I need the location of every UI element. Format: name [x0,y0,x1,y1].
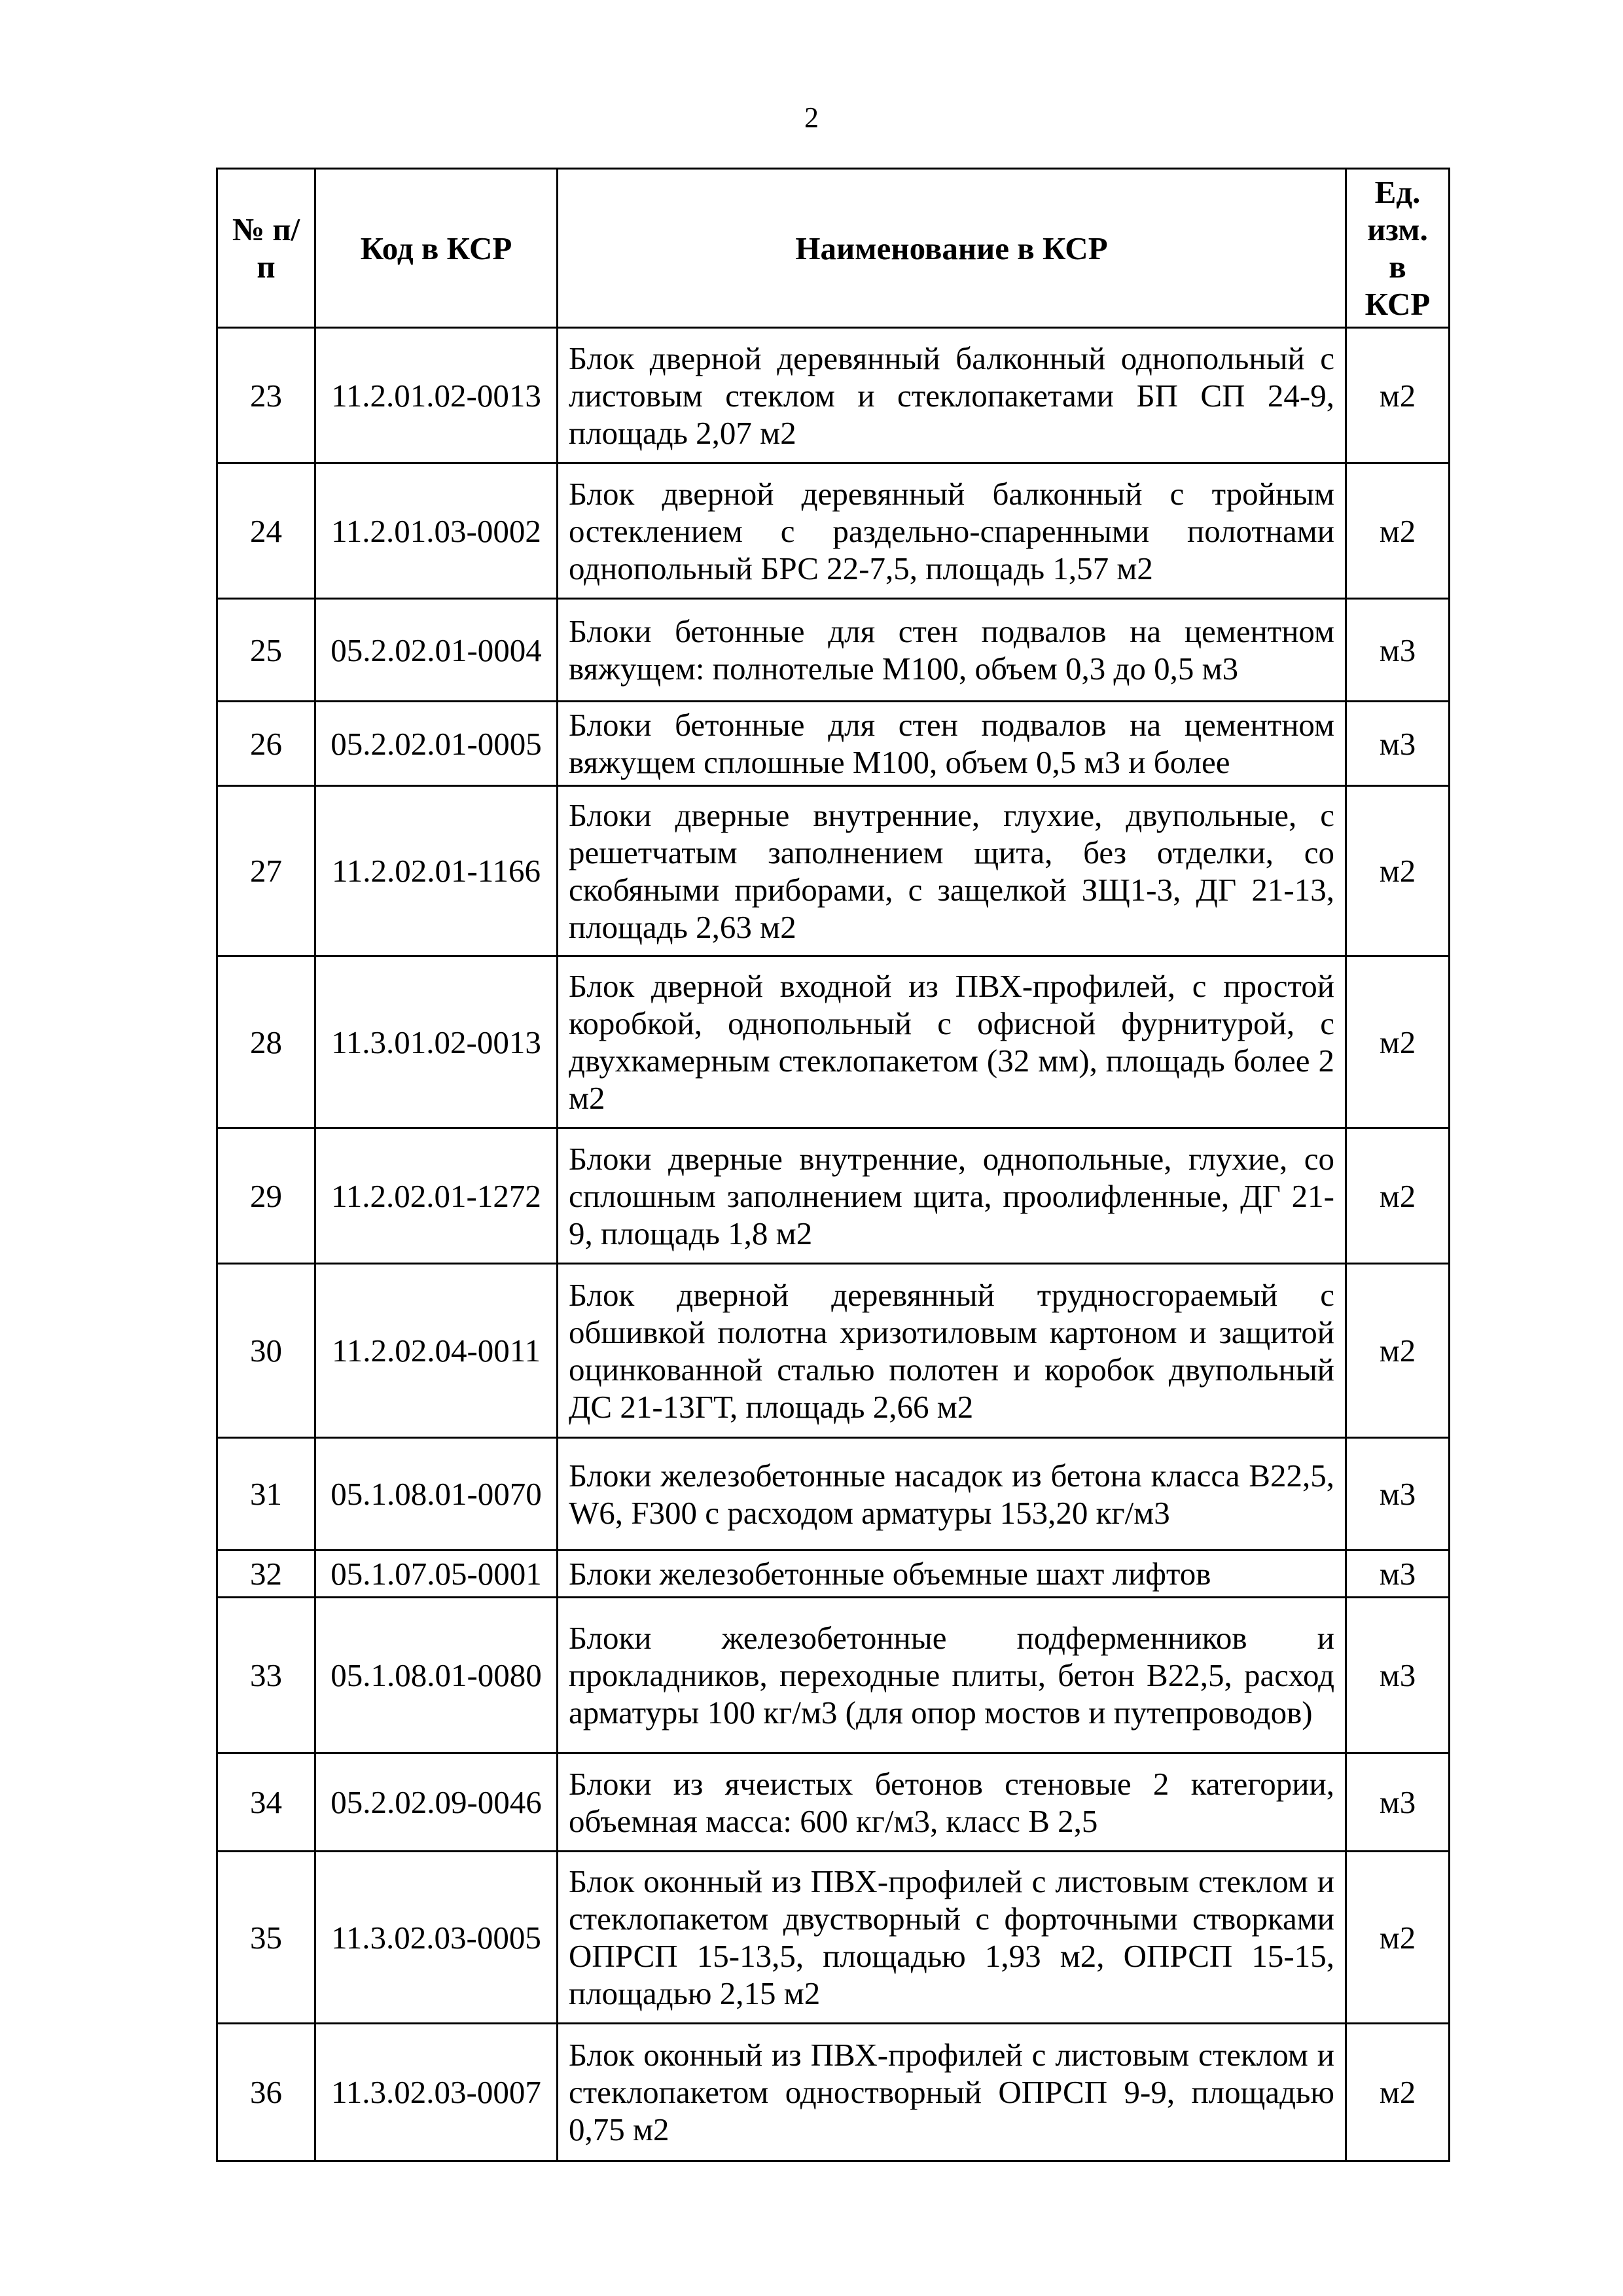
header-num: № п/п [217,169,315,328]
row-unit: м2 [1346,1128,1450,1264]
row-name: Блоки дверные внутренние, глухие, двупольные, с решетчатым заполнением щита, без отделки, со скобяными приборами, с защелкой ЗЩ1-3, ДГ 21-13, площадь 2,63 м2 [558,786,1346,956]
row-unit: м2 [1346,2024,1450,2161]
row-name: Блоки бетонные для стен подвалов на цементном вяжущем: полнотелые М100, объем 0,3 до 0,5 м3 [558,599,1346,702]
row-code: 05.2.02.01-0005 [315,702,558,786]
row-num: 31 [217,1438,315,1551]
row-name: Блок оконный из ПВХ-профилей с листовым стеклом и стеклопакетом одностворный ОПРСП 9-9, площадью 0,75 м2 [558,2024,1346,2161]
table-row [217,1128,1450,1264]
row-code: 05.2.02.09-0046 [315,1753,558,1852]
table-row [217,1753,1450,1852]
row-num: 33 [217,1598,315,1753]
row-name: Блоки бетонные для стен подвалов на цементном вяжущем сплошные М100, объем 0,5 м3 и более [558,702,1346,786]
table-row [217,1551,1450,1598]
row-name: Блоки из ячеистых бетонов стеновые 2 категории, объемная масса: 600 кг/м3, класс В 2,5 [558,1753,1346,1852]
table-row [217,463,1450,599]
table-row [217,702,1450,786]
row-code: 11.3.02.03-0007 [315,2024,558,2161]
row-unit: м2 [1346,1852,1450,2024]
row-unit: м3 [1346,1551,1450,1598]
row-name: Блоки железобетонные подферменников и прокладников, переходные плиты, бетон В22,5, расход арматуры 100 кг/м3 (для опор мостов и путепроводов) [558,1598,1346,1753]
row-unit: м2 [1346,328,1450,463]
row-num: 32 [217,1551,315,1598]
row-unit: м3 [1346,1438,1450,1551]
row-unit: м3 [1346,599,1450,702]
row-code: 11.3.02.03-0005 [315,1852,558,2024]
row-name: Блок дверной входной из ПВХ-профилей, с простой коробкой, однопольный с офисной фурнитурой, с двухкамерным стеклопакетом (32 мм), площадь более 2 м2 [558,956,1346,1128]
row-num: 35 [217,1852,315,2024]
table-row [217,1852,1450,2024]
table-row [217,2024,1450,2161]
table-row [217,599,1450,702]
row-unit: м2 [1346,956,1450,1128]
row-unit: м2 [1346,463,1450,599]
row-num: 29 [217,1128,315,1264]
row-num: 34 [217,1753,315,1852]
row-name: Блок дверной деревянный трудносгораемый с обшивкой полотна хризотиловым картоном и защитой оцинкованной сталью полотен и коробок двупольный ДС 21-13ГТ, площадь 2,66 м2 [558,1264,1346,1438]
table-row [217,328,1450,463]
row-code: 05.1.08.01-0070 [315,1438,558,1551]
row-num: 36 [217,2024,315,2161]
row-num: 27 [217,786,315,956]
row-unit: м2 [1346,786,1450,956]
row-unit: м2 [1346,1264,1450,1438]
header-code: Код в КСР [315,169,558,328]
header-unit: Ед. изм. в КСР [1346,169,1450,328]
row-code: 05.1.08.01-0080 [315,1598,558,1753]
header-name: Наименование в КСР [558,169,1346,328]
row-code: 05.2.02.01-0004 [315,599,558,702]
row-name: Блоки железобетонные насадок из бетона класса В22,5, W6, F300 с расходом арматуры 153,20 кг/м3 [558,1438,1346,1551]
table-row [217,1264,1450,1438]
row-num: 24 [217,463,315,599]
table-header-row [217,169,1450,328]
row-num: 30 [217,1264,315,1438]
row-code: 05.1.07.05-0001 [315,1551,558,1598]
row-num: 28 [217,956,315,1128]
row-num: 23 [217,328,315,463]
row-code: 11.3.01.02-0013 [315,956,558,1128]
row-code: 11.2.02.01-1166 [315,786,558,956]
row-code: 11.2.02.01-1272 [315,1128,558,1264]
row-num: 26 [217,702,315,786]
row-name: Блоки железобетонные объемные шахт лифтов [558,1551,1346,1598]
materials-table [216,168,1450,2162]
row-code: 11.2.02.04-0011 [315,1264,558,1438]
row-name: Блок дверной деревянный балконный однопольный с листовым стеклом и стеклопакетами БП СП 24-9, площадь 2,07 м2 [558,328,1346,463]
table-row [217,786,1450,956]
row-code: 11.2.01.03-0002 [315,463,558,599]
row-num: 25 [217,599,315,702]
row-unit: м3 [1346,702,1450,786]
row-code: 11.2.01.02-0013 [315,328,558,463]
row-name: Блок оконный из ПВХ-профилей с листовым стеклом и стеклопакетом двустворный с форточными створками ОПРСП 15-13,5, площадью 1,93 м2, ОПРСП 15-15, площадью 2,15 м2 [558,1852,1346,2024]
row-name: Блоки дверные внутренние, однопольные, глухие, со сплошным заполнением щита, проолифленные, ДГ 21-9, площадь 1,8 м2 [558,1128,1346,1264]
table-row [217,1438,1450,1551]
row-unit: м3 [1346,1598,1450,1753]
table-row [217,956,1450,1128]
page-number: 2 [804,101,819,134]
row-name: Блок дверной деревянный балконный с тройным остеклением с раздельно-спаренными полотнами однопольный БРС 22-7,5, площадь 1,57 м2 [558,463,1346,599]
row-unit: м3 [1346,1753,1450,1852]
table-row [217,1598,1450,1753]
